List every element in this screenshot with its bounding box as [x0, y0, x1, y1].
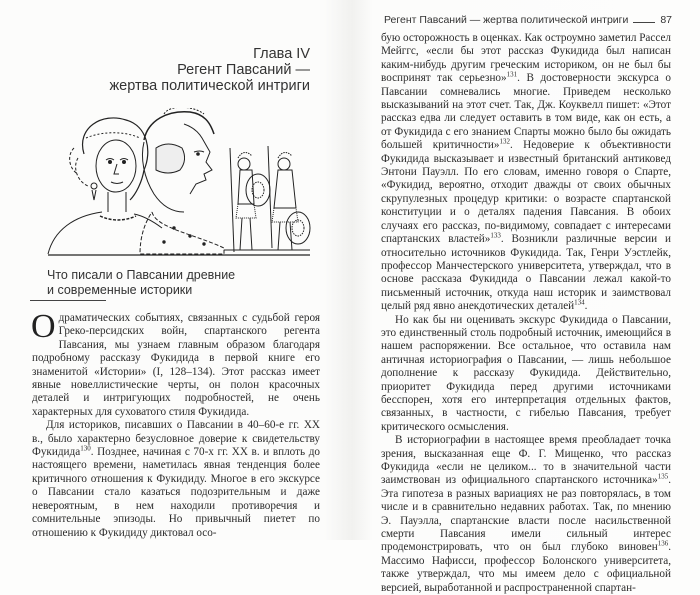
paragraph-text: . Эта гипотеза в разных вариациях не раз повторялась, в том числе и в сравнительно недавних работах. Так, по мнению Э. Пауэлла, спартанские власти после насильственной смерти Павсания имели сильный интерес продемонстрировать, что он был глубоко виновен: [381, 474, 671, 554]
paragraph: [32, 419, 320, 540]
paragraph-text: драматических событиях, связанных с судьбой героя Греко-персидских войн, спартанского регента Павсания, мы узнаем главным образом благодаря подробному рассказу Фукидида в первой книге его знаменитой «Истории» (I, 128–134). Этот рассказ имеет явные новеллистические черты, он полон красочных деталей и интригующих подробностей, не очень характерных для суховатого стиля Фукидида.: [32, 312, 320, 418]
running-head: [384, 14, 672, 26]
section-heading-line1: Что писали о Павсании древние: [47, 268, 236, 282]
paragraph-text: бую осторожность в оценках. Как остроумно заметил Рассел Мейггс, «если бы этот рассказ Фукидида был написан каким-нибудь другим греческим историком, он не был бы воспринят так серьезно»: [381, 32, 672, 85]
chapter-title-line2: жертва политической интриги: [109, 78, 310, 94]
running-head-rule: [633, 22, 655, 23]
paragraph-text: . Возникли различные версии и относительно источников Фукидида. Так, Генри Уэстлейк, профессор Манчестерского университета, утверждал, что в основе рассказа Фукидида о Павсании лежал какой-то письменный источник, откуда наш историк и заимствовал целый ряд явно анекдотических деталей: [381, 233, 671, 313]
section-heading-line2: и современные историки: [47, 283, 193, 297]
section-underline: [30, 300, 106, 301]
paragraph-text: . Массимо Нафисси, профессор Болонского университета, также утверждал, что мы имеем дело с официальной версией, выработанной и распространенной спартан-: [381, 541, 671, 594]
footnote-ref[interactable]: 130: [80, 444, 91, 453]
page-number: 87: [660, 14, 672, 26]
right-body-text: [381, 32, 671, 595]
left-page: [0, 0, 352, 540]
greek-figures-illustration: [44, 108, 314, 256]
footnote-ref[interactable]: 134: [574, 298, 585, 307]
paragraph-text: Но как бы ни оценивать экскурс Фукидида о Павсании, это единственный столь подробный источник, имеющийся в нашем распоряжении. Все остальное, что оставила нам античная историография о Павсании, — лишь небольшое дополнение к рассказу Фукидида. Действительно, приоритет Фукидида перед другими источниками бесспорен, хотя его интерпретация отдельных фактов, связанных, в частности, с гибелью Павсания, требует критического осмысления.: [381, 313, 671, 433]
paragraph-text: . Позднее, начиная с 70-х гг. XX в. и вплоть до настоящего времени, наметилась явная тенденция более критичного отношения к Фукидиду. Многое в его экскурсе о Павсании стало казаться подозрительным и даже невероятным, в нем находили противоречия и сомнительные эпизоды. Но привычный пиетет по отношению к Фукидиду диктовал осо-: [32, 446, 320, 539]
paragraph: [381, 434, 671, 595]
chapter-number: Глава IV: [253, 46, 310, 62]
paragraph: [31, 308, 320, 419]
paragraph-text: .: [584, 300, 588, 313]
warrior-figure: [140, 108, 224, 254]
footnote-ref[interactable]: 136: [657, 539, 669, 548]
paragraph: [381, 314, 671, 435]
running-head-title: Регент Павсаний — жертва политической интриги: [384, 14, 629, 26]
hoplite-figure-2: [268, 146, 310, 250]
paragraph-text: . В достоверности экскурса о Павсании сомневались многие. Приведем несколько высказываний на этот счет. Так, Дж. Коуквелл пишет: «Этот рассказ едва ли следует оставить в том виде, как он есть, а от Фукидида с его знанием Спарты можно было бы ожидать большей критичности»: [381, 72, 671, 152]
hoplite-figure-1: [230, 148, 270, 252]
footnote-ref[interactable]: 132: [499, 137, 511, 146]
footnote-ref[interactable]: 135: [657, 472, 669, 481]
paragraph-text: В историографии в настоящее время преобладает точка зрения, высказанная еще Ф. Г. Мищенко, что рассказ Фукидида «если не целиком... то в значительной части заимствован из официального спартанского источника»: [381, 434, 671, 487]
left-body-text: [31, 308, 320, 540]
footnote-ref[interactable]: 131: [506, 70, 518, 79]
chapter-title-line1: Регент Павсаний —: [177, 62, 310, 78]
section-heading: [47, 268, 235, 298]
paragraph: [381, 32, 671, 314]
drop-cap: О: [31, 308, 56, 345]
paragraph-text: . Недоверие к объективности Фукидида высказывает и известный британский антиковед Энтони Пауэлл. По его словам, именно говоря о Спарте, «Фукидид, вероятно, отходит дважды от своих обычных скрупулезных процедур критики: о возрасте спартанской конституции и о деталях падения Павсания. В обоих случаях его рассказ, по-видимому, совпадает с интересами спартанских властей»: [381, 139, 671, 246]
paragraph-text: Для историков, писавших о Павсании в 40–60-е гг. XX в., было характерно безусловное доверие к свидетельству Фукидида: [32, 419, 320, 459]
chapter-heading: [109, 46, 310, 94]
footnote-ref[interactable]: 133: [490, 231, 501, 240]
